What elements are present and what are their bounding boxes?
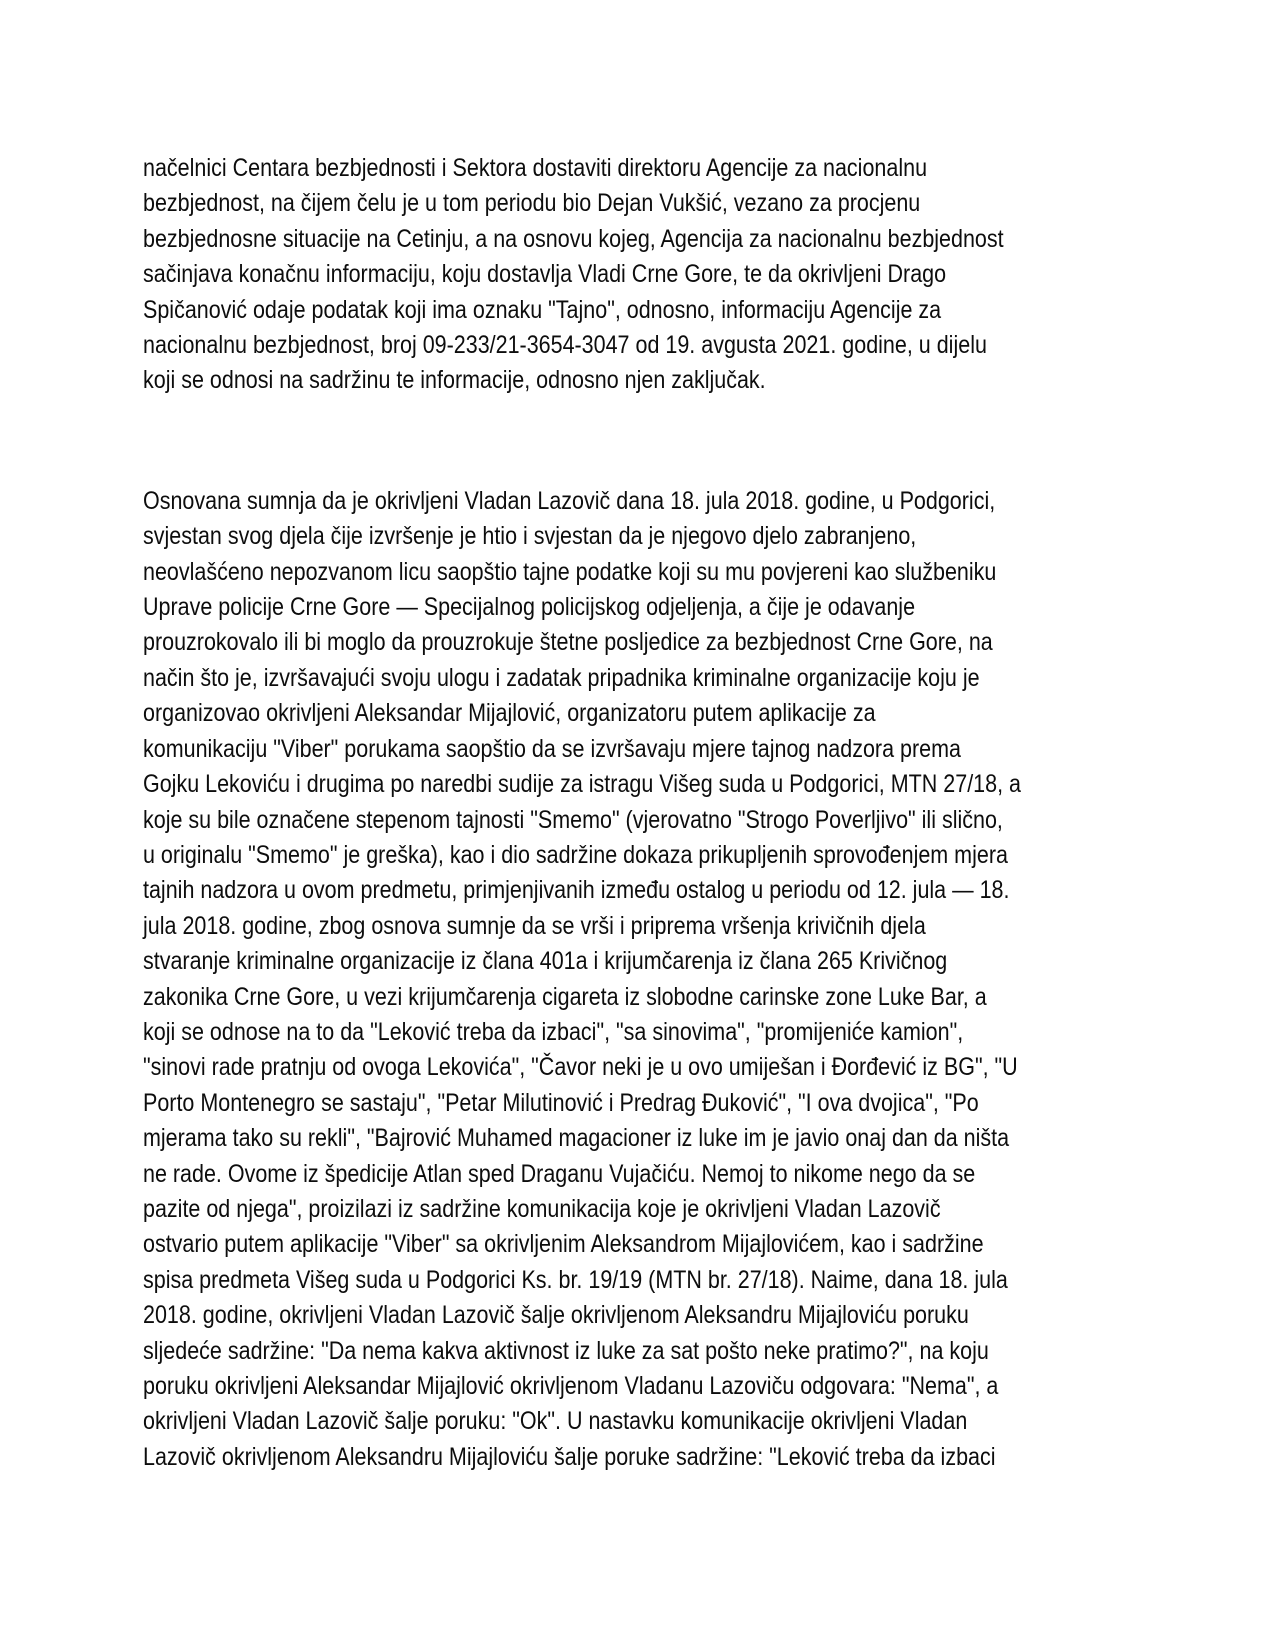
text-line: sljedeće sadržine: "Da nema kakva aktivnost iz luke za sat pošto neke pratimo?", na koju [143, 1336, 989, 1365]
text-line: Gojku Lekoviću i drugima po naredbi sudije za istragu Višeg suda u Podgorici, MTN 27/18, a [143, 770, 1022, 799]
text-line: Lazovič okrivljenom Aleksandru Mijajloviću šalje poruke sadržine: "Leković treba da izbaci [143, 1442, 996, 1471]
text-line: koje su bile označene stepenom tajnosti "Smemo" (vjerovatno "Strogo Poverljivo" ili slično, [143, 805, 1003, 834]
text-line: tajnih nadzora u ovom predmetu, primjenjivanih između ostalog u periodu od 12. jula — 18. [143, 876, 1010, 905]
text-line: Osnovana sumnja da je okrivljeni Vladan Lazovič dana 18. jula 2018. godine, u Podgorici, [143, 486, 996, 515]
text-line: organizovao okrivljeni Aleksandar Mijajlović, organizatoru putem aplikacije za [143, 699, 876, 728]
text-line: nacionalnu bezbjednost, broj 09-233/21-3654-3047 od 19. avgusta 2021. godine, u dijelu [143, 331, 987, 360]
text-line: 2018. godine, okrivljeni Vladan Lazovič šalje okrivljenom Aleksandru Mijajloviću poruku [143, 1301, 969, 1330]
text-line: Porto Montenegro se sastaju", "Petar Milutinović i Predrag Đuković", "I ova dvojica", "Po [143, 1088, 979, 1117]
text-line: koji se odnose na to da "Leković treba da izbaci", "sa sinovima", "promijeniće kamion", [143, 1017, 964, 1046]
text-line: pazite od njega", proizilazi iz sadržine komunikacija koje je okrivljeni Vladan Lazovič [143, 1194, 941, 1223]
text-line: spisa predmeta Višeg suda u Podgorici Ks. br. 19/19 (MTN br. 27/18). Naime, dana 18. jula [143, 1265, 1008, 1294]
document-text [143, 151, 1153, 1475]
text-line: u originalu "Smemo" je greška), kao i dio sadržine dokaza prikupljenih sprovođenjem mjera [143, 840, 1008, 869]
text-line: koji se odnosi na sadržinu te informacije, odnosno njen zaključak. [143, 366, 766, 395]
text-line: način što je, izvršavajući svoju ulogu i zadatak pripadnika kriminalne organizacije koju je [143, 663, 980, 692]
text-line: ne rade. Ovome iz špedicije Atlan sped Draganu Vujačiću. Nemoj to nikome nego da se [143, 1159, 976, 1188]
text-line: svjestan svog djela čije izvršenje je htio i svjestan da je njegovo djelo zabranjeno, [143, 522, 917, 551]
text-line: komunikaciju "Viber" porukama saopštio da se izvršavaju mjere tajnog nadzora prema [143, 734, 961, 763]
text-line: bezbjednosne situacije na Cetinju, a na osnovu kojeg, Agencija za nacionalnu bezbjednost [143, 224, 1004, 253]
text-line: načelnici Centara bezbjednosti i Sektora dostaviti direktoru Agencije za nacionalnu [143, 154, 928, 182]
paragraph [143, 151, 1153, 399]
text-line: neovlašćeno nepozvanom licu saopštio tajne podatke koji su mu povjereni kao službeniku [143, 557, 997, 586]
text-line: poruku okrivljeni Aleksandar Mijajlović okrivljenom Vladanu Lazoviču odgovara: "Nema", a [143, 1372, 999, 1400]
paragraph [143, 484, 1153, 1475]
text-line: stvaranje kriminalne organizacije iz člana 401a i krijumčarenja iz člana 265 Krivičnog [143, 947, 948, 976]
text-line: Spičanović odaje podatak koji ima oznaku "Tajno", odnosno, informaciju Agencije za [143, 295, 942, 324]
text-line: okrivljeni Vladan Lazovič šalje poruku: "Ok". U nastavku komunikacije okrivljeni Vladan [143, 1407, 968, 1436]
text-line: bezbjednost, na čijem čelu je u tom periodu bio Dejan Vukšić, vezano za procjenu [143, 189, 921, 218]
text-line: jula 2018. godine, zbog osnova sumnje da se vrši i priprema vršenja krivičnih djela [143, 911, 926, 940]
text-line: mjerama tako su rekli", "Bajrović Muhamed magacioner iz luke im je javio onaj dan da ništa [143, 1124, 1010, 1153]
text-line: Uprave policije Crne Gore — Specijalnog policijskog odjeljenja, a čije je odavanje [143, 593, 916, 622]
text-line: ostvario putem aplikacije "Viber" sa okrivljenim Aleksandrom Mijajlovićem, kao i sadržine [143, 1230, 984, 1259]
text-line: "sinovi rade pratnju od ovoga Lekovića", "Čavor neki je u ovo umiješan i Đorđević iz BG", "U [143, 1053, 1018, 1082]
text-line: prouzrokovalo ili bi moglo da prouzrokuje štetne posljedice za bezbjednost Crne Gore, na [143, 628, 993, 657]
text-line: sačinjava konačnu informaciju, koju dostavlja Vladi Crne Gore, te da okrivljeni Drago [143, 260, 947, 289]
text-line: zakonika Crne Gore, u vezi krijumčarenja cigareta iz slobodne carinske zone Luke Bar, a [143, 982, 987, 1011]
